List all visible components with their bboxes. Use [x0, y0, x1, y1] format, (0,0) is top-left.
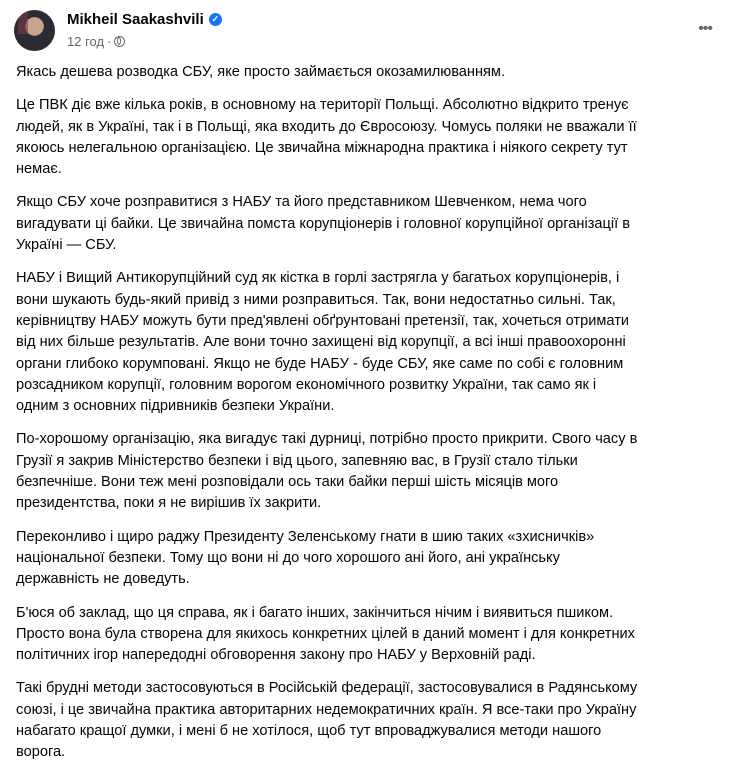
paragraph-line: одним з основних підривників безпеки України. [16, 398, 335, 415]
paragraph-line: Україні — СБУ. [16, 237, 117, 254]
paragraph-line: від них більше результатів. Але вони точно захищені від корупції, а всі інші правоохоронні [16, 334, 626, 351]
paragraph-line: Такі брудні методи застосовуються в Російській федерації, застосовувалися в Радянському [16, 680, 638, 697]
post-paragraph [16, 268, 724, 417]
paragraph-line: Грузії я закрив Міністерство безпеки і від цього, запевняю вас, в Грузії стало тільки [16, 452, 578, 469]
post-paragraph [16, 192, 724, 256]
post-paragraph [16, 603, 724, 667]
post-paragraph [16, 95, 724, 180]
paragraph-line: президентства, поки я не вирішив їх закрити. [16, 495, 322, 512]
paragraph-line: Це ПВК діє вже кілька років, в основному на території Польщі. Абсолютно відкрито тренує [16, 97, 629, 114]
post-paragraph [16, 429, 724, 514]
post-paragraph [16, 527, 724, 591]
paragraph-line: людей, як в Україні, так і в Польщі, яка входить до Євросоюзу. Чомусь поляки не вважали її [16, 118, 637, 135]
post-paragraph [16, 62, 724, 83]
paragraph-line: НАБУ і Вищий Антикорупційний суд як кістка в горлі застрягла у багатьох корупціонерів, і [16, 270, 620, 287]
post-meta [67, 34, 125, 49]
post-timestamp[interactable]: 12 год [67, 34, 105, 49]
post-header [0, 0, 740, 62]
paragraph-line: державність не доведуть. [16, 571, 190, 588]
paragraph-line: союзі, і це звичайна практика авторитарних недемократичних країн. Я все-таки про Україну [16, 701, 637, 718]
author-avatar[interactable] [14, 10, 55, 51]
paragraph-line: ворога. [16, 744, 66, 761]
author-name-row [67, 11, 222, 28]
paragraph-line: органи глибоко корумповані. Якщо не буде НАБУ - буде СБУ, яке саме по собі є головним [16, 355, 624, 372]
paragraph-line: національної безпеки. Тому що вони ні до чого хорошого ані його, ані українську [16, 549, 560, 566]
paragraph-line: політичних ігор напередодні обговорення закону про НАБУ у Верховній раді. [16, 647, 536, 664]
paragraph-line: набагато кращої думки, і мені б не хотілося, щоб тут впроваджувалися методи нашого [16, 723, 602, 740]
paragraph-line: Переконливо і щиро раджу Президенту Зеленському гнати в шию таких «зхисничків» [16, 528, 595, 545]
paragraph-line: Б'юся об заклад, що ця справа, як і багато інших, закінчиться нічим і виявиться пшиком. [16, 604, 614, 621]
paragraph-line: керівництву НАБУ можуть бути пред'явлені обґрунтовані претензії, так, хочеться отримати [16, 312, 630, 329]
paragraph-line: Просто вона була створена для якихось конкретних цілей в даний момент і для конкретних [16, 625, 635, 642]
post-body [0, 62, 740, 764]
paragraph-line: вони шукають будь-який привід з ними розправиться. Так, вони недостатньо сильні. Так, [16, 291, 616, 308]
paragraph-line: розсадником корупції, головним ворогом економічного розвитку України, так само як і [16, 376, 597, 393]
globe-icon [114, 36, 125, 47]
author-name[interactable]: Mikheil Saakashvili [67, 11, 204, 28]
separator: · [107, 34, 112, 49]
paragraph-line: безпечніше. Вони теж мені розповідали ось таки байки перші шість місяців мого [16, 474, 559, 491]
post-paragraph [16, 678, 724, 763]
paragraph-line: якоюсь нелегальною організацією. Це звичайна міжнародна практика і ніякого секрету тут [16, 139, 628, 156]
paragraph-line: Якась дешева розводка СБУ, яке просто займається окозамилюванням. [16, 64, 506, 80]
more-options-button[interactable]: ••• [698, 20, 712, 37]
paragraph-line: вигадувати ці байки. Це звичайна помста корупціонерів і головної корупційної організації в [16, 215, 630, 232]
paragraph-line: По-хорошому організацію, яка вигадує такі дурниці, потрібно просто прикрити. Свого часу в [16, 431, 638, 448]
verified-badge-icon: ✓ [209, 13, 222, 26]
paragraph-line: немає. [16, 161, 62, 178]
paragraph-line: Якщо СБУ хоче розправитися з НАБУ та його представником Шевченком, нема чого [16, 194, 587, 211]
